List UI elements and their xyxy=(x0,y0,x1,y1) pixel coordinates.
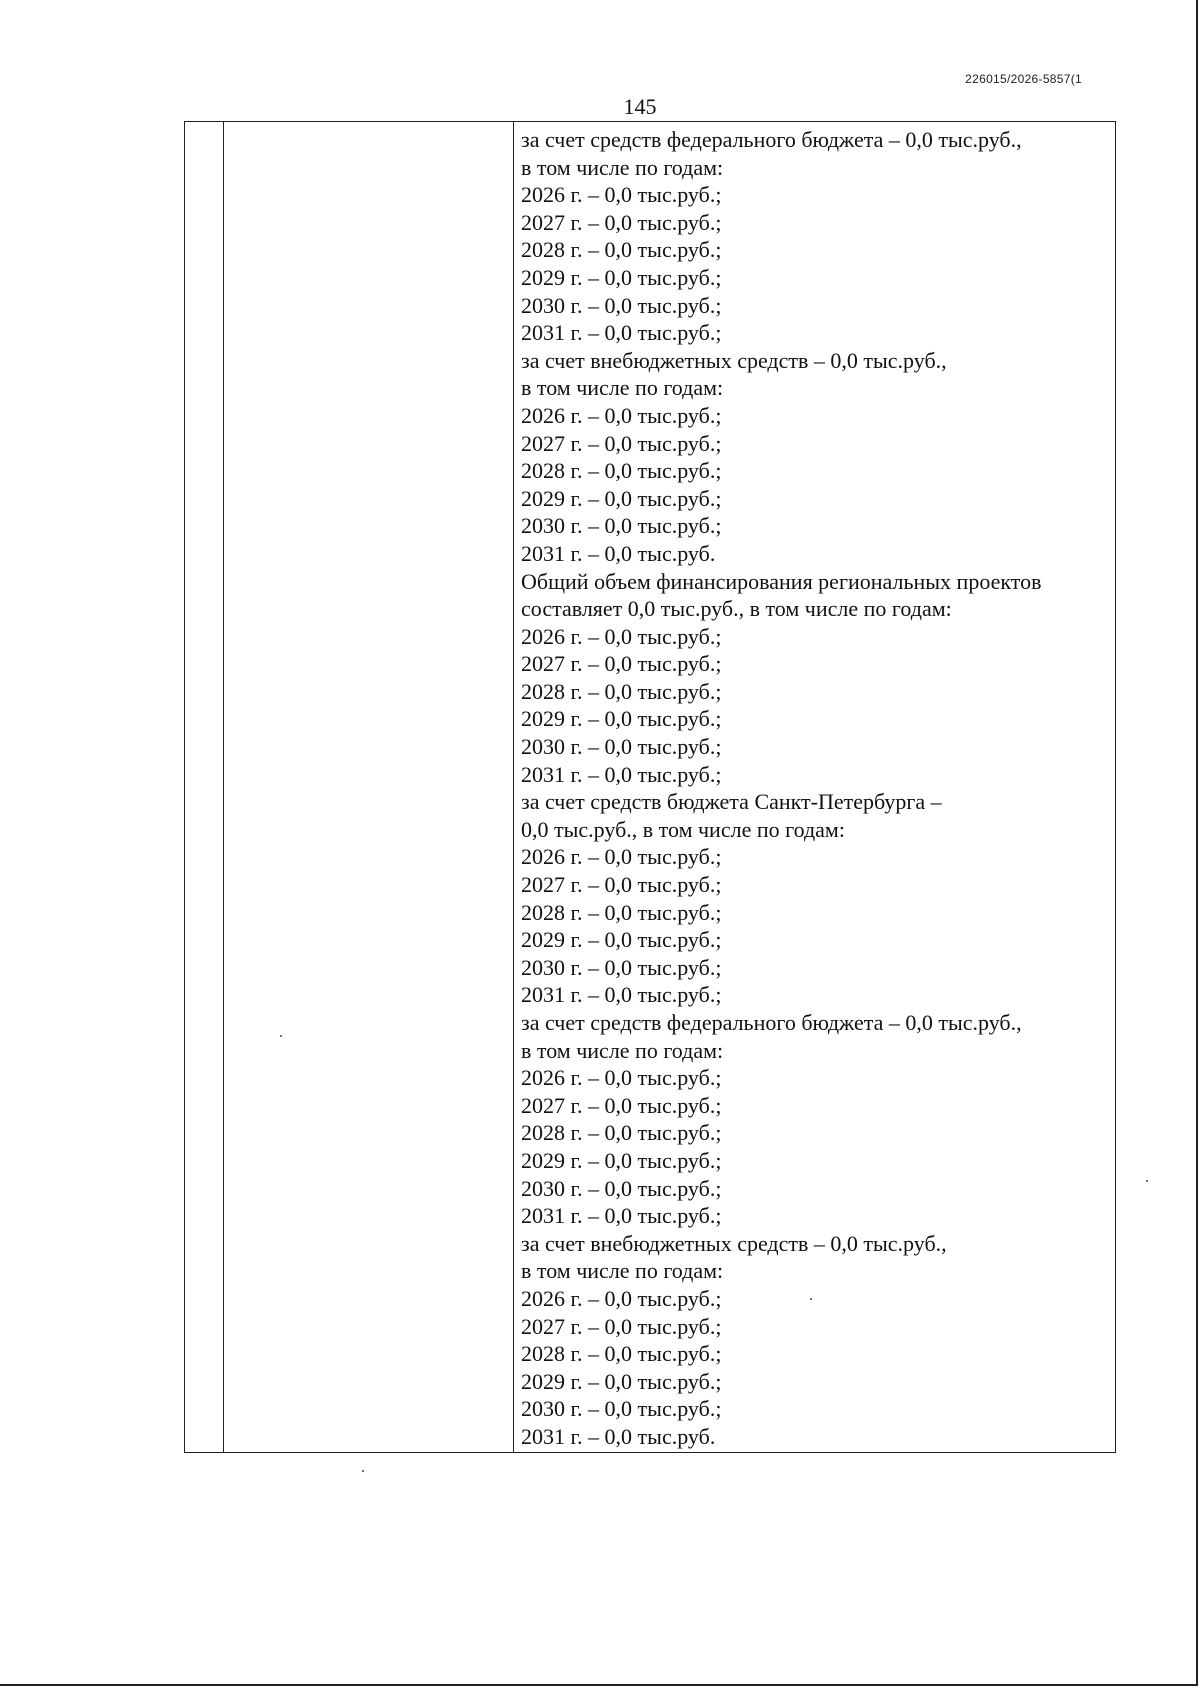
cell-text-line: 2031 г. – 0,0 тыс.руб. xyxy=(521,540,716,566)
cell-text-line: 2028 г. – 0,0 тыс.руб.; xyxy=(521,1341,722,1367)
cell-text-line: 2028 г. – 0,0 тыс.руб.; xyxy=(521,237,722,263)
table-column-divider xyxy=(513,122,514,1452)
cell-text-line: 2029 г. – 0,0 тыс.руб.; xyxy=(521,485,722,511)
cell-text-line: 2027 г. – 0,0 тыс.руб.; xyxy=(521,209,722,235)
scan-artifact xyxy=(1146,1180,1148,1182)
cell-text-line: в том числе по годам: xyxy=(521,1037,724,1063)
cell-text-line: 2027 г. – 0,0 тыс.руб.; xyxy=(521,1092,722,1118)
cell-text-line: 2030 г. – 0,0 тыс.руб.; xyxy=(521,1175,722,1201)
cell-text-line: 2030 г. – 0,0 тыс.руб.; xyxy=(521,734,722,760)
cell-text-line: 0,0 тыс.руб., в том числе по годам: xyxy=(521,816,845,842)
cell-text-line: 2029 г. – 0,0 тыс.руб.; xyxy=(521,264,722,290)
cell-text-line: 2031 г. – 0,0 тыс.руб.; xyxy=(521,761,722,787)
scan-artifact xyxy=(362,1470,364,1472)
cell-text-line: 2028 г. – 0,0 тыс.руб.; xyxy=(521,678,722,704)
cell-text-line: 2030 г. – 0,0 тыс.руб.; xyxy=(521,513,722,539)
cell-text-line: в том числе по годам: xyxy=(521,154,724,180)
cell-text-line: за счет внебюджетных средств – 0,0 тыс.руб., xyxy=(521,347,947,373)
cell-text-line: 2027 г. – 0,0 тыс.руб.; xyxy=(521,872,722,898)
cell-text-line: 2028 г. – 0,0 тыс.руб.; xyxy=(521,1120,722,1146)
cell-text-line: составляет 0,0 тыс.руб., в том числе по годам: xyxy=(521,596,952,622)
cell-text-line: за счет внебюджетных средств – 0,0 тыс.руб., xyxy=(521,1230,947,1256)
cell-text-line: за счет средств бюджета Санкт-Петербурга – xyxy=(521,789,942,815)
cell-text-line: в том числе по годам: xyxy=(521,375,724,401)
cell-text-line: 2026 г. – 0,0 тыс.руб.; xyxy=(521,182,722,208)
cell-text-line: 2030 г. – 0,0 тыс.руб.; xyxy=(521,954,722,980)
cell-text-line: 2028 г. – 0,0 тыс.руб.; xyxy=(521,458,722,484)
cell-text-line: 2026 г. – 0,0 тыс.руб.; xyxy=(521,623,722,649)
funding-table xyxy=(184,121,1116,1453)
cell-text-line: Общий объем финансирования региональных проектов xyxy=(521,568,1042,594)
cell-text-line: 2031 г. – 0,0 тыс.руб.; xyxy=(521,1203,722,1229)
scan-artifact xyxy=(280,1035,282,1037)
document-id: 226015/2026-5857(1 xyxy=(965,72,1082,86)
cell-text-line: 2030 г. – 0,0 тыс.руб.; xyxy=(521,292,722,318)
cell-text-line: 2026 г. – 0,0 тыс.руб.; xyxy=(521,402,722,428)
cell-text-line: 2029 г. – 0,0 тыс.руб.; xyxy=(521,1368,722,1394)
cell-text-line: 2029 г. – 0,0 тыс.руб.; xyxy=(521,1147,722,1173)
cell-text-line: 2027 г. – 0,0 тыс.руб.; xyxy=(521,1313,722,1339)
cell-text-line: 2030 г. – 0,0 тыс.руб.; xyxy=(521,1396,722,1422)
cell-text-line: 2031 г. – 0,0 тыс.руб.; xyxy=(521,982,722,1008)
cell-text-line: в том числе по годам: xyxy=(521,1258,724,1284)
cell-text-line: 2031 г. – 0,0 тыс.руб.; xyxy=(521,320,722,346)
cell-text-line: 2027 г. – 0,0 тыс.руб.; xyxy=(521,651,722,677)
cell-text-line: 2028 г. – 0,0 тыс.руб.; xyxy=(521,899,722,925)
cell-text-line: 2029 г. – 0,0 тыс.руб.; xyxy=(521,927,722,953)
cell-text-line: 2029 г. – 0,0 тыс.руб.; xyxy=(521,706,722,732)
cell-text-line: 2026 г. – 0,0 тыс.руб.; xyxy=(521,1065,722,1091)
cell-text-line: за счет средств федерального бюджета – 0,0 тыс.руб., xyxy=(521,1010,1022,1035)
scan-artifact xyxy=(810,1298,812,1300)
cell-text-line: 2027 г. – 0,0 тыс.руб.; xyxy=(521,430,722,456)
table-column-divider xyxy=(223,122,224,1452)
cell-text-line: 2026 г. – 0,0 тыс.руб.; xyxy=(521,1285,722,1311)
cell-text-line: 2026 г. – 0,0 тыс.руб.; xyxy=(521,844,722,870)
cell-text-line: 2031 г. – 0,0 тыс.руб. xyxy=(521,1423,716,1449)
funding-details-cell xyxy=(521,126,1109,1452)
page-number: 145 xyxy=(623,94,657,119)
cell-text-line: за счет средств федерального бюджета – 0,0 тыс.руб., xyxy=(521,127,1022,152)
